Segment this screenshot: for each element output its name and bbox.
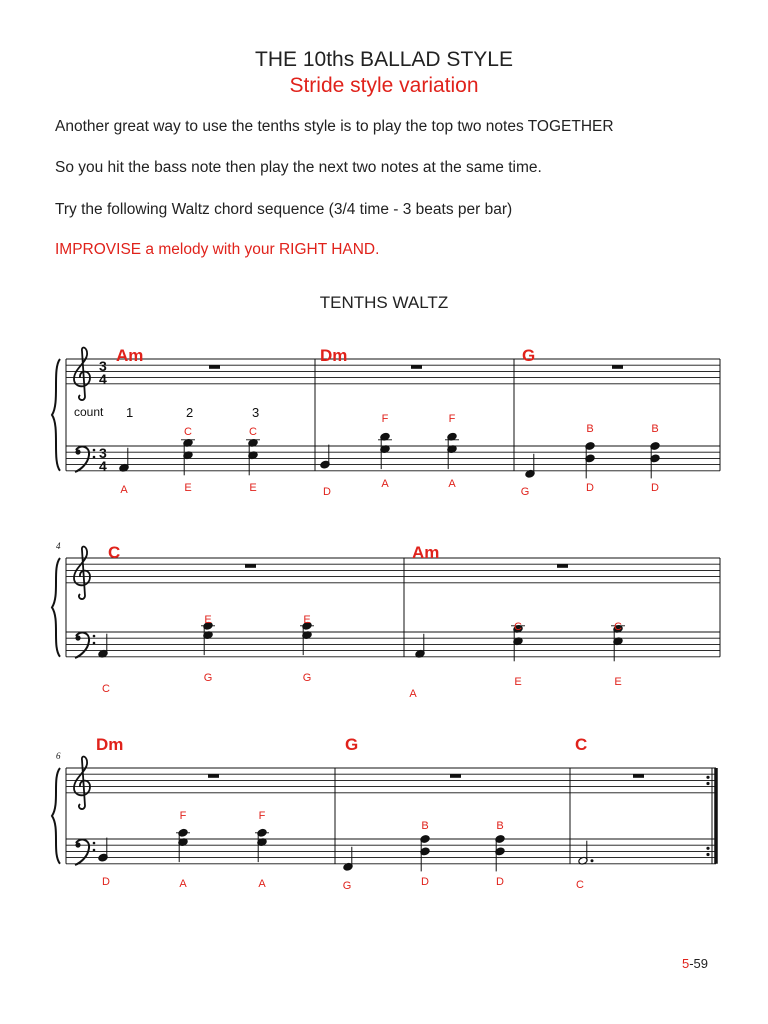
- bass-clef-dot: [93, 635, 96, 638]
- time-signature-numerator: 3: [99, 358, 107, 374]
- bass-note-label: D: [496, 876, 504, 888]
- bass-note-label: D: [586, 482, 594, 494]
- count-number: 1: [126, 405, 134, 420]
- dot: [591, 859, 594, 862]
- top-note-label: F: [179, 810, 187, 822]
- treble-clef-icon: [74, 348, 90, 401]
- bass-note-label: D: [323, 486, 331, 498]
- top-note-label: E: [204, 614, 212, 626]
- top-note-label: C: [614, 621, 622, 633]
- bass-clef-dot: [75, 449, 80, 454]
- page-subtitle: Stride style variation: [289, 74, 479, 97]
- top-note-label: B: [586, 423, 594, 435]
- chord-symbol: C: [108, 543, 121, 562]
- bass-note-label: A: [381, 478, 389, 490]
- chord-symbol: C: [575, 735, 588, 754]
- brace: [52, 768, 60, 864]
- page-number-suffix: -59: [689, 956, 708, 971]
- bass-note-label: G: [520, 486, 530, 498]
- top-note-label: B: [421, 820, 429, 832]
- bass-note-label: C: [102, 683, 110, 695]
- treble-clef-icon: [74, 547, 90, 600]
- paragraph-2: So you hit the bass note then play the next two notes at the same time.: [55, 159, 542, 176]
- whole-rest: [557, 564, 568, 568]
- count-number: 3: [252, 405, 260, 420]
- treble-clef-icon: [74, 757, 90, 810]
- time-signature-denominator: 4: [99, 371, 107, 387]
- page-number-prefix: 5: [681, 956, 690, 971]
- top-note-label: F: [448, 413, 456, 425]
- bass-note-label: G: [302, 672, 312, 684]
- chord-symbol: G: [345, 735, 359, 754]
- bass-note-label: A: [258, 878, 266, 890]
- measure-number: 4: [56, 541, 61, 551]
- top-note-label: F: [258, 810, 266, 822]
- measure-number: 6: [56, 751, 61, 761]
- chord-symbol: Am: [412, 543, 440, 562]
- whole-rest: [450, 774, 461, 778]
- bass-clef-dot: [75, 635, 80, 640]
- bass-note-label: D: [102, 876, 110, 888]
- count-number: 2: [186, 405, 194, 420]
- whole-rest: [633, 774, 644, 778]
- top-note-label: C: [514, 621, 522, 633]
- bass-clef-dot: [75, 842, 80, 847]
- page-number: [682, 956, 708, 971]
- chord-symbol: Am: [116, 346, 144, 365]
- chord-symbol: G: [522, 346, 536, 365]
- bass-note-label: E: [614, 676, 622, 688]
- section-title: TENTHS WALTZ: [319, 293, 449, 312]
- bass-note-label: A: [448, 478, 456, 490]
- top-note-label: C: [249, 426, 257, 438]
- top-note-label: F: [381, 413, 389, 425]
- bass-clef-dot: [93, 849, 96, 852]
- bass-note-label: C: [576, 879, 584, 891]
- bass-note-label: D: [651, 482, 659, 494]
- bass-note-label: D: [421, 876, 429, 888]
- brace: [52, 558, 60, 657]
- whole-rest: [209, 365, 220, 369]
- bass-note-label: G: [203, 672, 213, 684]
- bass-note-label: E: [249, 482, 257, 494]
- brace: [52, 359, 60, 471]
- chord-symbol: Dm: [320, 346, 348, 365]
- bass-clef-dot: [93, 642, 96, 645]
- top-note-label: B: [496, 820, 504, 832]
- top-note-label: C: [184, 426, 192, 438]
- bass-note-label: E: [184, 482, 192, 494]
- page-title: THE 10ths BALLAD STYLE: [255, 48, 513, 71]
- paragraph-4-instruction: IMPROVISE a melody with your RIGHT HAND.: [55, 241, 380, 258]
- whole-rest: [612, 365, 623, 369]
- repeat-dot: [706, 853, 709, 856]
- bass-clef-dot: [93, 456, 96, 459]
- bass-note-label: E: [514, 676, 522, 688]
- whole-rest: [208, 774, 219, 778]
- top-note-label: E: [303, 614, 311, 626]
- time-signature-numerator: 3: [99, 445, 107, 461]
- chord-symbol: Dm: [96, 735, 124, 754]
- bass-note-label: G: [342, 880, 352, 892]
- bass-clef-dot: [93, 449, 96, 452]
- paragraph-1: Another great way to use the tenths style is to play the top two notes TOGETHER: [55, 118, 614, 135]
- bass-note-label: A: [179, 878, 187, 890]
- top-note-label: B: [651, 423, 659, 435]
- repeat-dot: [706, 782, 709, 785]
- whole-rest: [411, 365, 422, 369]
- bass-note-label: A: [409, 688, 417, 700]
- repeat-dot: [706, 776, 709, 779]
- repeat-dot: [706, 847, 709, 850]
- bass-note-label: A: [120, 484, 128, 496]
- time-signature-denominator: 4: [99, 458, 107, 474]
- whole-rest: [245, 564, 256, 568]
- count-label: count: [74, 405, 104, 419]
- bass-clef-dot: [93, 842, 96, 845]
- paragraph-3: Try the following Waltz chord sequence (3/4 time - 3 beats per bar): [55, 201, 513, 218]
